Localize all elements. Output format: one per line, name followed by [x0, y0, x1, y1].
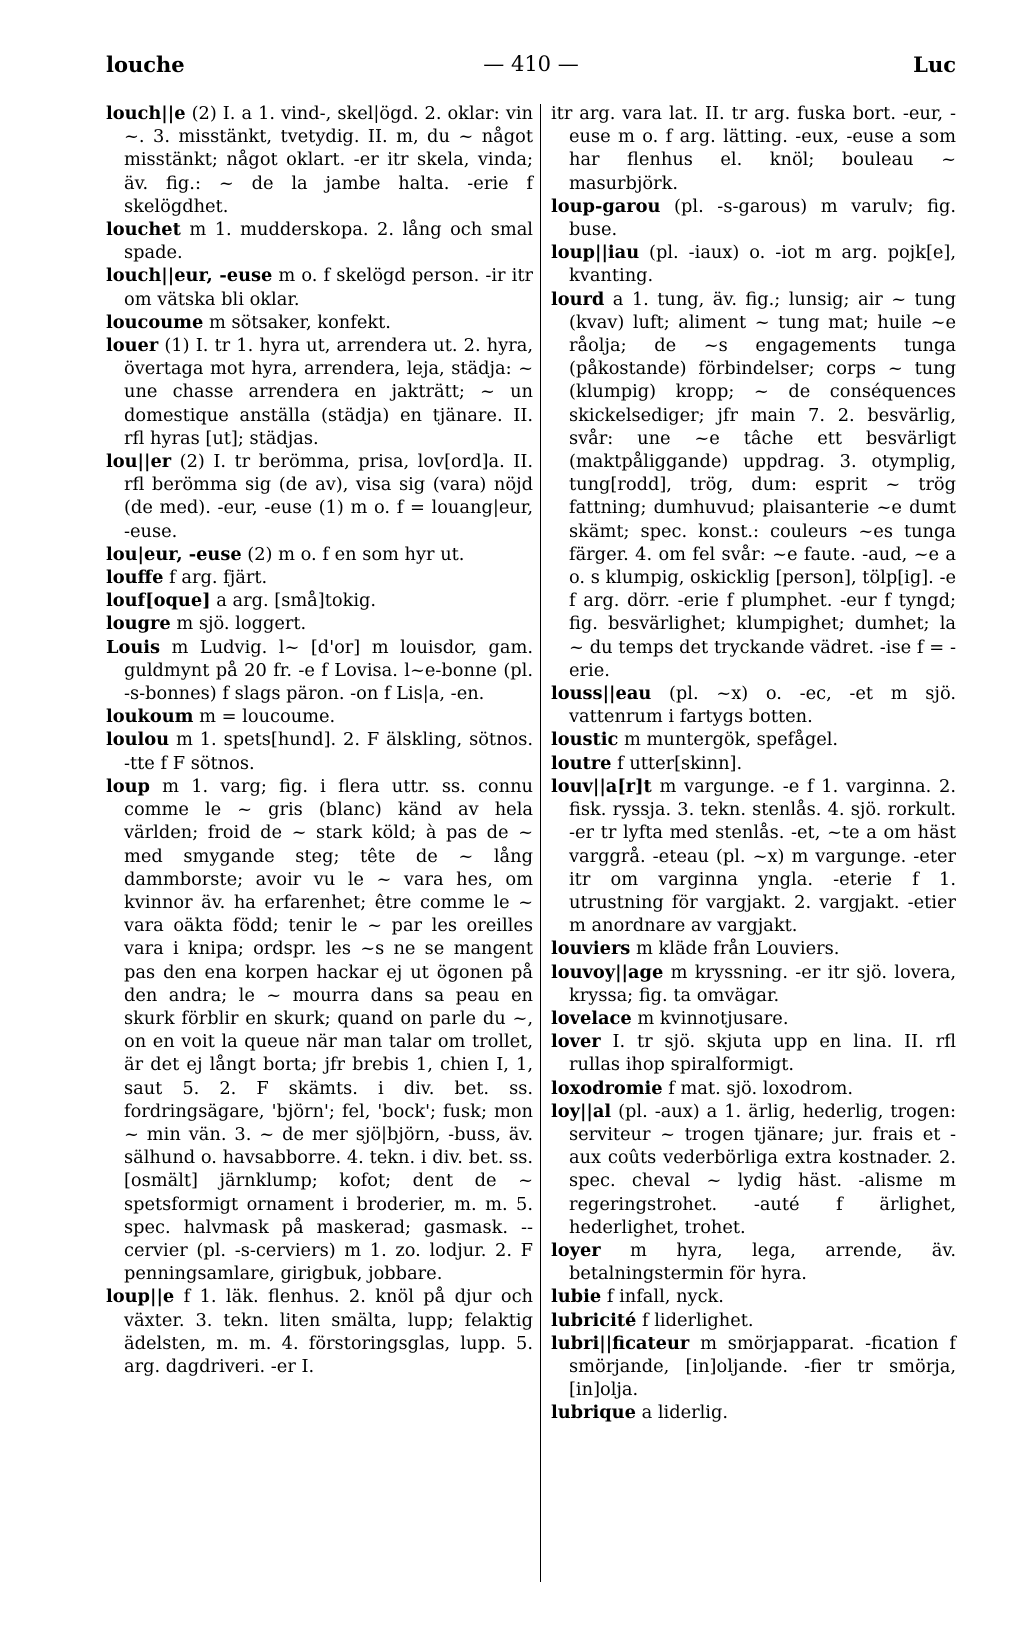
- headword: louffe: [106, 567, 164, 589]
- headword: loy||al: [551, 1100, 612, 1122]
- definition: m 1. varg; fig. i flera uttr. ss. connu comme le ~ gris (blanc) känd av hela världen; froid de ~ stark köld; à pas de ~ med smygande steg; tête de ~ lång dammborste; avoir vu le ~ vara hes, om kvinnor äv. ha erfarenhet; être comme le ~ vara oäkta född; tenir le ~ par les oreilles vara i knipa; ordspr. les ~s ne se mangent pas den ena korpen hackar ej ut ögonen på den andra; le ~ mourra dans sa peau en skurk förblir en skurk; quand on parle du ~, on en voit la queue när man talar om trollet, är det ej långt borta; jfr brebis 1, chien I, 1, saut 5. 2. F skämts. i div. bet. ss. fordringsägare, 'björn'; fel, 'bock'; fusk; mon ~ min vän. 3. ~ de mer sjö|björn, -buss, äv. sälhund o. havsabborre. 4. tekn. i div. bet. ss. [osmält] järnklump; kofot; dent de ~ spetsformigt ornament i broderier, m. m. 5. spec. halvmask på maskerad; gasmask. --cervier (pl. -s-cerviers) m 1. zo. lodjur. 2. F penningsamlare, girigbuk, jobbare.: [124, 775, 533, 1285]
- dictionary-entry: [551, 288, 956, 682]
- definition: m muntergök, spefågel.: [618, 729, 839, 751]
- definition: (2) I. tr berömma, prisa, lov[ord]a. II. rfl berömma sig (de av), visa sig (vara) nöjd (de med). -eur, -euse (1) m o. f = louang|eur, -euse.: [124, 451, 533, 542]
- definition: m 1. mudderskopa. 2. lång och smal spade.: [124, 219, 533, 264]
- page-number: — 410 —: [483, 52, 579, 76]
- dictionary-entry: [106, 450, 533, 543]
- dictionary-entry: [106, 589, 533, 612]
- dictionary-entry: [551, 961, 956, 1007]
- definition: (2) I. a 1. vind-, skel|ögd. 2. oklar: vin ~. 3. misstänkt, tvetydig. II. m, du ~ något misstänkt; något oklart. -er itr skela, vinda; äv. fig.: ~ de la jambe halta. -erie f skelögdhet.: [124, 103, 533, 217]
- headword: lubie: [551, 1286, 602, 1308]
- definition: f mat. sjö. loxodrom.: [662, 1077, 853, 1099]
- definition: m smörjapparat. -fication f smörjande, [in]oljande. -fier tr smörja, [in]olja.: [569, 1332, 956, 1401]
- dictionary-entry: [551, 1309, 956, 1332]
- headword: lover: [551, 1031, 601, 1053]
- headword: lubri||ficateur: [551, 1332, 690, 1354]
- definition: m 1. spets[hund]. 2. F älskling, sötnos. -tte f F sötnos.: [124, 729, 533, 774]
- definition: (pl. -iaux) o. -iot m arg. pojk[e], kvanting.: [569, 242, 956, 287]
- right-column: [551, 102, 956, 1425]
- dictionary-entry: [551, 1285, 956, 1308]
- definition: itr arg. vara lat. II. tr arg. fuska bort. -eur, -euse m o. f arg. lätting. -eux, -euse a som har flenhus el. knöl; bouleau ~ masurbjörk.: [551, 103, 956, 194]
- header-guide-word-right: Luc: [913, 52, 956, 77]
- headword: louvoy||age: [551, 961, 664, 983]
- headword: lovelace: [551, 1007, 632, 1029]
- dictionary-entry: [551, 1401, 956, 1424]
- dictionary-entry: [106, 728, 533, 774]
- headword: louss||eau: [551, 683, 652, 705]
- headword: loulou: [106, 729, 170, 751]
- definition: (pl. ~x) o. -ec, -et m sjö. vattenrum i fartygs botten.: [569, 683, 956, 728]
- headword: lou|eur, -euse: [106, 543, 242, 565]
- definition: m kryssning. -er itr sjö. lovera, kryssa; fig. ta omvägar.: [569, 961, 956, 1006]
- definition: a 1. tung, äv. fig.; lunsig; air ~ tung (kvav) luft; aliment ~ tung mat; huile ~e råolja; de ~s engagements tunga (påkostande) förbindelser; corps ~ tung (klumpig) kropp; ~ de conséquences skickelsediger; jfr main 7. 2. besvärlig, svår: une ~e tâche ett besvärligt (maktpåliggande) uppdrag. 3. otymplig, tung[rodd], trög, dum: esprit ~ trög fattning; dumhuvud; plaisanterie ~e dumt skämt; spec. konst.: couleurs ~es tunga färger. 4. om fel svår: ~e faute. -aud, ~e a o. s klumpig, oskicklig [person], tölp[ig]. -e f arg. dörr. -erie f plumphet. -eur f tyngd; fig. besvärlighet; klumpighet; dumhet; la ~ du temps det tryckande vädret. -ise f = -erie.: [569, 288, 957, 681]
- headword: loxodromie: [551, 1077, 663, 1099]
- left-column: [106, 102, 533, 1378]
- headword: Louis: [106, 636, 161, 658]
- definition: m sötsaker, konfekt.: [203, 311, 391, 333]
- dictionary-entry: [551, 1239, 956, 1285]
- dictionary-entry: [106, 775, 533, 1285]
- headword: lubrique: [551, 1402, 636, 1424]
- dictionary-entry: [551, 682, 956, 728]
- dictionary-entry: [106, 264, 533, 310]
- definition: f infall, nyck.: [601, 1286, 724, 1308]
- headword: loup: [106, 775, 150, 797]
- definition: (2) m o. f en som hyr ut.: [241, 543, 465, 565]
- column-divider: [540, 104, 541, 1582]
- definition: a arg. [små]tokig.: [210, 590, 377, 612]
- headword: loutre: [551, 752, 612, 774]
- definition: f utter[skinn].: [611, 752, 743, 774]
- page-header: [106, 52, 956, 82]
- dictionary-entry-continued: [551, 102, 956, 195]
- definition: m = loucoume.: [193, 706, 336, 728]
- dictionary-entry: [106, 218, 533, 264]
- definition: (pl. -s-garous) m varulv; fig. buse.: [569, 195, 956, 241]
- definition: m Ludvig. l~ [d'or] m louisdor, gam. guldmynt på 20 fr. -e f Lovisa. l~e-bonne (pl. -s-bonnes) f slags päron. -on f Lis|a, -en.: [124, 636, 533, 705]
- definition: m sjö. loggert.: [170, 613, 307, 635]
- dictionary-entry: [106, 612, 533, 635]
- dictionary-entry: [551, 1100, 956, 1239]
- dictionary-entry: [106, 102, 533, 218]
- definition: m vargunge. -e f 1. varginna. 2. fisk. ryssja. 3. tekn. stenlås. 4. sjö. rorkult. -er tr lyfta med stenlås. -et, ~te a om häst varggrå. -eteau (pl. ~x) m vargunge. -eter itr om varginna yngla. -eterie f 1. utrustning för vargjakt. 2. vargjakt. -etier m anordnare av vargjakt.: [569, 775, 956, 937]
- headword: lubricité: [551, 1309, 637, 1331]
- headword: louch||eur, -euse: [106, 265, 273, 287]
- definition: m o. f skelögd person. -ir itr om vätska bli oklar.: [124, 265, 533, 310]
- headword: loucoume: [106, 311, 204, 333]
- headword: louer: [106, 335, 159, 357]
- headword: loukoum: [106, 706, 194, 728]
- headword: loyer: [551, 1239, 601, 1261]
- dictionary-entry: [106, 566, 533, 589]
- headword: louf[oque]: [106, 590, 211, 612]
- dictionary-entry: [551, 241, 956, 287]
- headword: louviers: [551, 938, 631, 960]
- definition: I. tr sjö. skjuta upp en lina. II. rfl rullas ihop spiralformigt.: [569, 1031, 956, 1076]
- headword: louch||e: [106, 103, 186, 124]
- dictionary-entry: [551, 752, 956, 775]
- dictionary-entry: [551, 1077, 956, 1100]
- dictionary-entry: [106, 334, 533, 450]
- definition: (1) I. tr 1. hyra ut, arrendera ut. 2. hyra, övertaga mot hyra, arrendera, leja, städja: ~ une chasse arrendera en jakträtt; ~ un domestique anställa (städja) en tjänare. II. rfl hyras [ut]; städjas.: [124, 335, 533, 449]
- definition: f 1. läk. flenhus. 2. knöl på djur och växter. 3. tekn. liten smälta, lupp; felaktig ädelsten, m. m. 4. förstoringsglas, lupp. 5. arg. dagdriveri. -er I.: [124, 1286, 533, 1377]
- dictionary-entry: [106, 311, 533, 334]
- headword: loup-garou: [551, 195, 661, 217]
- headword: lou||er: [106, 451, 172, 473]
- dictionary-entry: [551, 1030, 956, 1076]
- definition: m hyra, lega, arrende, äv. betalningstermin för hyra.: [569, 1239, 956, 1285]
- headword: louchet: [106, 219, 181, 241]
- definition: f arg. fjärt.: [163, 567, 268, 589]
- definition: m kvinnotjusare.: [631, 1007, 789, 1029]
- dictionary-entry: [551, 195, 956, 241]
- dictionary-entry: [551, 1007, 956, 1030]
- headword: lourd: [551, 288, 605, 310]
- dictionary-entry: [106, 543, 533, 566]
- headword: louv||a[r]t: [551, 775, 652, 797]
- headword: lougre: [106, 613, 171, 635]
- dictionary-entry: [551, 937, 956, 960]
- headword: loustic: [551, 729, 619, 751]
- dictionary-entry: [551, 1332, 956, 1402]
- dictionary-entry: [551, 775, 956, 937]
- headword: loup||e: [106, 1286, 175, 1308]
- dictionary-entry: [106, 705, 533, 728]
- definition: a liderlig.: [635, 1402, 729, 1424]
- dictionary-entry: [106, 636, 533, 706]
- header-guide-word-left: louche: [106, 52, 185, 77]
- headword: loup||iau: [551, 242, 640, 264]
- dictionary-entry: [106, 1285, 533, 1378]
- definition: (pl. -aux) a 1. ärlig, hederlig, trogen: serviteur ~ trogen tjänare; jur. frais et -aux coûts vederbörliga extra kostnader. 2. spec. cheval ~ lydig häst. -alisme m regeringstrohet. -auté f ärlighet, hederlighet, trohet.: [569, 1100, 956, 1238]
- definition: m kläde från Louviers.: [630, 938, 840, 960]
- dictionary-entry: [551, 728, 956, 751]
- definition: f liderlighet.: [636, 1309, 754, 1331]
